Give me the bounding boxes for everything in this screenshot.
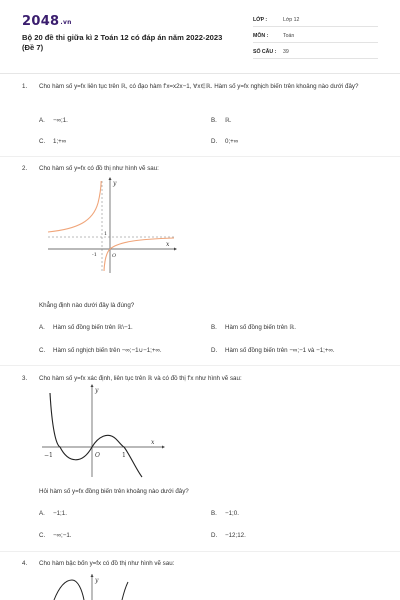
option-text: 1;+∞	[53, 138, 67, 145]
option-text: ℝ.	[225, 117, 232, 124]
question-text: Cho hàm số y=fx có đồ thị như hình vẽ sau:	[39, 165, 159, 172]
x-label: x	[166, 241, 170, 248]
q3-option-a[interactable]	[39, 510, 67, 517]
meta-count-row	[253, 45, 378, 59]
q2-option-d[interactable]	[211, 347, 335, 354]
option-text: Hàm số đồng biến trên ℝ.	[225, 324, 296, 331]
option-text: −1;0.	[225, 510, 239, 517]
q1-option-d[interactable]	[211, 138, 238, 145]
x-axis-arrow	[174, 248, 177, 251]
y-label: y	[113, 180, 117, 187]
x-label: x	[151, 439, 155, 446]
logo-text: 2048	[22, 14, 60, 29]
derivative-curve	[50, 393, 142, 477]
meta-class-row	[253, 13, 378, 27]
meta-subject-row	[253, 29, 378, 43]
quartic-curve	[54, 580, 84, 600]
origin-label: O	[95, 452, 100, 459]
q2-option-c[interactable]	[39, 347, 162, 354]
y-axis-arrow	[109, 177, 112, 180]
question-number: 3.	[22, 375, 28, 382]
q2-option-b[interactable]	[211, 324, 296, 331]
meta-value: 39	[283, 49, 289, 55]
y-label: y	[95, 577, 99, 584]
q4-graph	[38, 572, 148, 600]
q1-option-c[interactable]	[39, 138, 66, 145]
meta-key: MÔN :	[253, 33, 269, 39]
y-axis-arrow	[91, 384, 94, 387]
origin-label: O	[112, 253, 117, 259]
option-text: Hàm số đồng biến trên −∞;−1 và −1;+∞.	[225, 347, 335, 354]
option-text: −∞;1.	[53, 117, 68, 124]
tick-one: 1	[104, 231, 108, 237]
option-letter: C.	[39, 138, 46, 145]
option-text: −∞;−1.	[53, 532, 72, 539]
option-text: −12;12.	[225, 532, 246, 539]
question-number: 1.	[22, 83, 28, 90]
option-letter: D.	[211, 532, 218, 539]
option-text: −1;1.	[53, 510, 67, 517]
option-text: Hàm số nghịch biến trên −∞;−1∪−1;+∞.	[53, 347, 162, 354]
option-text: Hàm số đồng biến trên ℝ\−1.	[53, 324, 133, 331]
q3-prompt: Hỏi hàm số y=fx đồng biến trên khoảng nào dưới đây?	[39, 488, 189, 495]
tick-one: 1	[122, 452, 126, 459]
header-divider	[0, 73, 400, 74]
meta-key: SỐ CÂU :	[253, 49, 277, 55]
option-letter: A.	[39, 510, 45, 517]
logo-suffix: .vn	[60, 19, 72, 26]
page-header	[0, 0, 400, 64]
site-logo[interactable]	[22, 14, 72, 29]
q3-graph	[38, 383, 166, 479]
option-letter: A.	[39, 117, 45, 124]
meta-key: LỚP :	[253, 17, 268, 23]
q3-option-c[interactable]	[39, 532, 72, 539]
tick-minus-one: −1	[44, 452, 53, 459]
option-letter: C.	[39, 532, 46, 539]
q2-graph	[38, 175, 178, 275]
option-letter: A.	[39, 324, 45, 331]
option-letter: D.	[211, 138, 218, 145]
y-label: y	[95, 387, 99, 394]
quartic-curve-right	[122, 582, 128, 600]
option-letter: C.	[39, 347, 46, 354]
y-axis-arrow	[91, 574, 94, 577]
option-letter: B.	[211, 117, 217, 124]
option-text: 0;+∞	[225, 138, 239, 145]
x-axis-arrow	[162, 446, 165, 449]
q2-option-a[interactable]	[39, 324, 133, 331]
option-letter: B.	[211, 510, 217, 517]
question-divider	[0, 156, 400, 157]
question-divider	[0, 365, 400, 366]
meta-value: Toán	[283, 33, 295, 39]
q1-option-b[interactable]	[211, 117, 232, 124]
tick-minus-one: -1	[92, 252, 97, 258]
question-number: 2.	[22, 165, 28, 172]
q1-option-a[interactable]	[39, 117, 68, 124]
curve-left-branch	[48, 181, 101, 232]
option-letter: D.	[211, 347, 218, 354]
meta-value: Lớp 12	[283, 17, 300, 23]
question-number: 4.	[22, 560, 28, 567]
question-text: Cho hàm bậc bốn y=fx có đồ thị như hình vẽ sau:	[39, 560, 175, 567]
question-divider	[0, 551, 400, 552]
q3-option-d[interactable]	[211, 532, 246, 539]
question-text: Cho hàm số y=fx liên tục trên ℝ, có đạo hàm f'x=x2x−1, ∀x∈ℝ. Hàm số y=fx nghịch biến trên khoảng nào dưới đây?	[39, 83, 359, 90]
q3-option-b[interactable]	[211, 510, 239, 517]
question-text: Cho hàm số y=fx xác định, liên tục trên ℝ và có đồ thị f'x như hình vẽ sau:	[39, 375, 242, 382]
option-letter: B.	[211, 324, 217, 331]
page-title: Bộ 20 đề thi giữa kì 2 Toán 12 có đáp án năm 2022-2023 (Đề 7)	[22, 33, 223, 52]
q2-prompt: Khẳng định nào dưới đây là đúng?	[39, 302, 135, 309]
